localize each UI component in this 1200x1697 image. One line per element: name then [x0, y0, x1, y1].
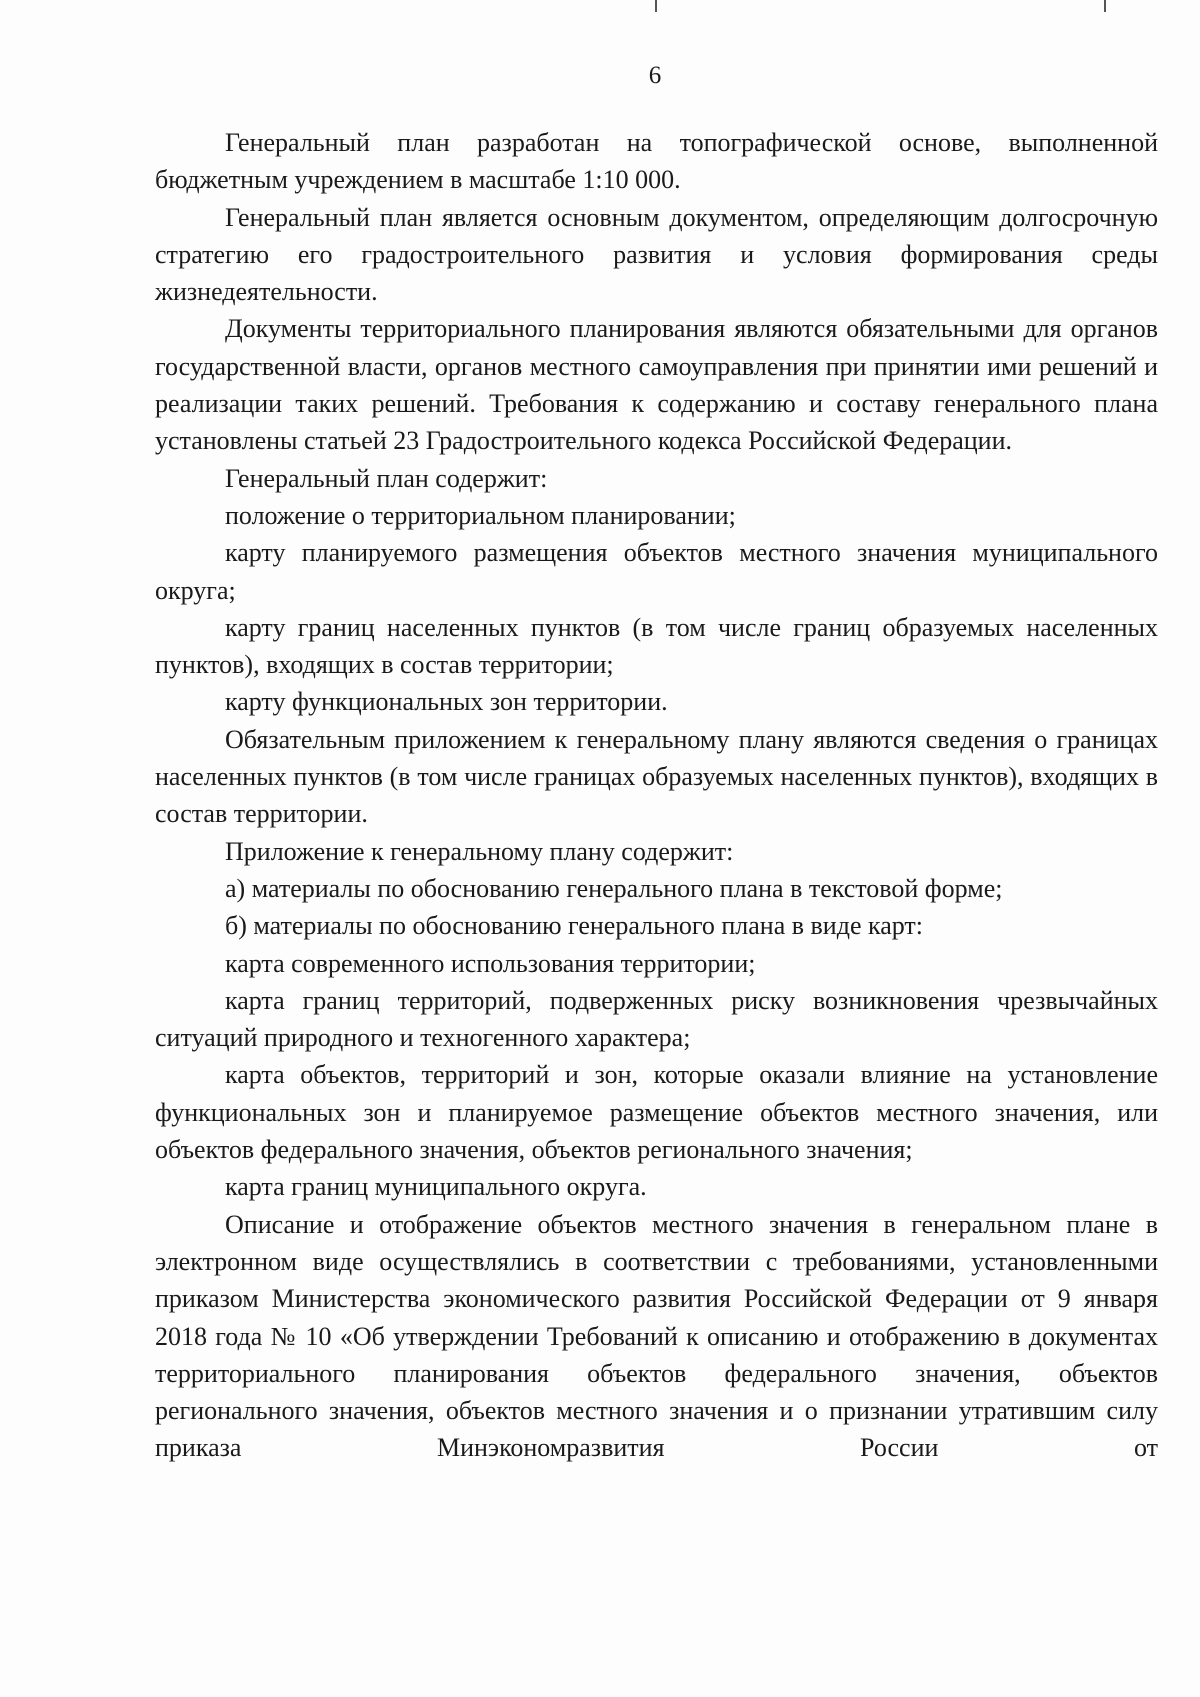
list-item-text-materials: а) материалы по обоснованию генерального плана в текстовой форме; [225, 873, 1003, 903]
list-item-influence-zones-map: карта объектов, территорий и зон, которые оказали влияние на установление функциональных зон и планируемое размещение объектов местного значения, или объектов федерального значения, объектов регионального значения; [155, 1060, 1158, 1165]
page-number: 6 [648, 62, 662, 89]
list-item-emergency-risk-map: карта границ территорий, подверженных риску возникновения чрезвычайных ситуаций природного и техногенного характера; [155, 985, 1158, 1053]
list-item-settlement-borders-map: карту границ населенных пунктов (в том числе границ образуемых населенных пунктов), входящих в состав территории; [155, 612, 1158, 680]
scan-artifact-mark [1104, 0, 1106, 12]
list-item-local-objects-map: карту планируемого размещения объектов местного значения муниципального округа; [155, 538, 1158, 605]
list-item-map-materials: б) материалы по обоснованию генерального плана в виде карт: [225, 911, 924, 941]
list-item-district-borders-map: карта границ муниципального округа. [225, 1172, 647, 1202]
list-item-current-use-map: карта современного использования территории; [225, 948, 756, 978]
paragraph-general-plan-purpose: Генеральный план является основным документом, определяющим долгосрочную стратегию его градостроительного развития и условия формирования среды жизнедеятельности. [155, 202, 1158, 307]
paragraph-topographic-basis: Генеральный план разработан на топографической основе, выполненной бюджетным учреждением в масштабе 1:10 000. [155, 128, 1158, 195]
scan-artifact-mark [655, 0, 657, 12]
list-item-functional-zones-map: карту функциональных зон территории. [225, 687, 668, 717]
paragraph-plan-contents-heading: Генеральный план содержит: [225, 463, 548, 493]
paragraph-mandatory-annex: Обязательным приложением к генеральному плану являются сведения о границах населенных пунктов (в том числе границах образуемых населенных пунктов), входящих в состав территории. [155, 724, 1158, 829]
paragraph-electronic-description: Описание и отображение объектов местного значения в генеральном плане в электронном виде осуществлялись в соответствии с требованиями, установленными приказом Министерства экономического развития Российской Федерации от 9 января 2018 года № 10 «Об утверждении Требований к описанию и отображению в документах территориального планирования объектов федерального значения, объектов регионального значения, объектов местного значения и о признании утратившим силу приказа Минэкономразвития России от [155, 1209, 1158, 1463]
paragraph-planning-documents: Документы территориального планирования являются обязательными для органов государственной власти, органов местного самоуправления при принятии ими решений и реализации таких решений. Требования к содержанию и составу генерального плана установлены статьей 23 Градостроительного кодекса Российской Федерации. [155, 314, 1158, 456]
document-body [155, 124, 1158, 1467]
paragraph-annex-contents-heading: Приложение к генеральному плану содержит: [225, 836, 734, 866]
list-item-territorial-planning: положение о территориальном планировании; [225, 500, 736, 530]
